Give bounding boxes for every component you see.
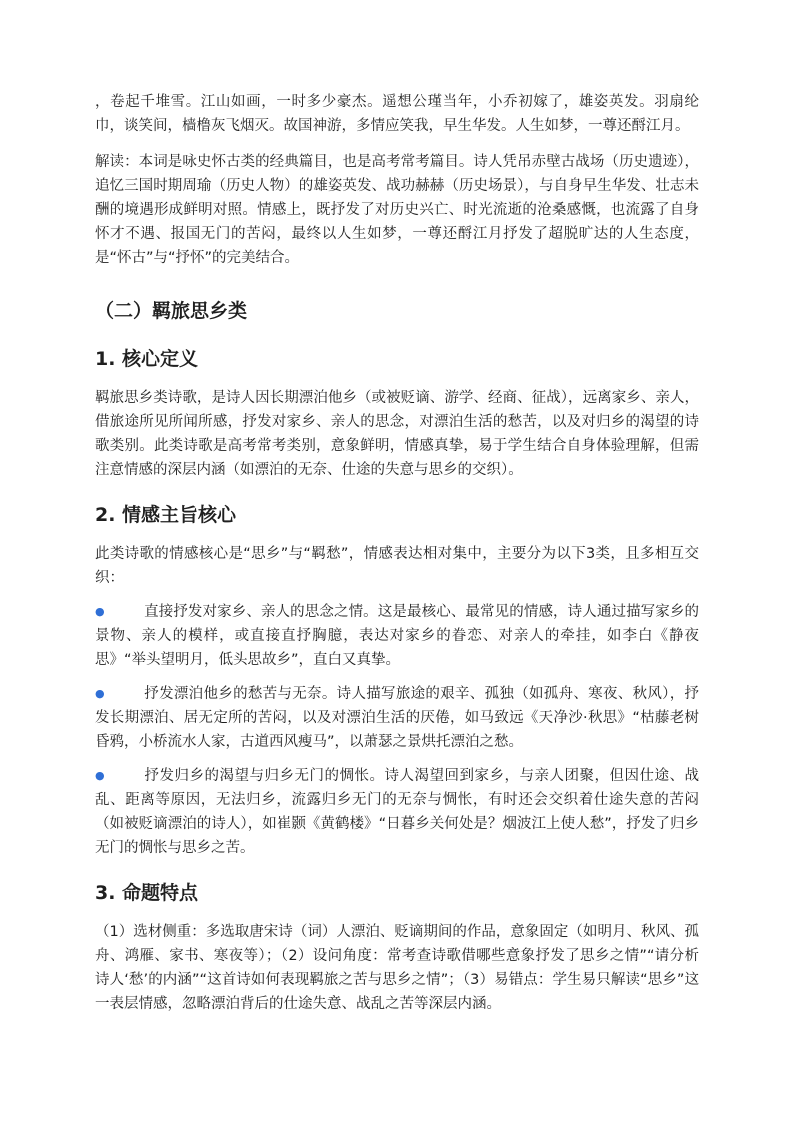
bullet-icon: ● <box>95 605 105 618</box>
poem-excerpt: ，卷起千堆雪。江山如画，一时多少豪杰。遥想公瑾当年，小乔初嫁了，雄姿英发。羽扇纶巾，谈笑间，樯橹灰飞烟灭。故国神游，多情应笑我，早生华发。人生如梦，一尊还酹江月。 <box>95 94 699 134</box>
emotion-bullet-list <box>95 600 699 860</box>
definition-heading: 1. 核心定义 <box>95 348 199 370</box>
list-item <box>95 600 699 672</box>
bullet-text: 抒发漂泊他乡的愁苦与无奈。诗人描写旅途的艰辛、孤独（如孤舟、寒夜、秋风），抒发长期漂泊、居无定所的苦闷，以及对漂泊生活的厌倦，如马致远《天净沙·秋思》“枯藤老树昏鸦，小桥流水人家，古道西风瘦马”，以萧瑟之景烘托漂泊之愁。 <box>95 686 699 750</box>
list-item <box>95 682 699 754</box>
bullet-icon: ● <box>95 769 105 782</box>
poem-analysis: 解读：本词是咏史怀古类的经典篇目，也是高考常考篇目。诗人凭吊赤壁古战场（历史遗迹），追忆三国时期周瑜（历史人物）的雄姿英发、战功赫赫（历史场景），与自身早生华发、壮志未酬的境遇形成鲜明对照。情感上，既抒发了对历史兴亡、时光流逝的沧桑感慨，也流露了自身怀才不遇、报国无门的苦闷，最终以人生如梦，一尊还酹江月抒发了超脱旷达的人生态度，是“怀古”与“抒怀”的完美结合。 <box>95 154 699 266</box>
bullet-text: 直接抒发对家乡、亲人的思念之情。这是最核心、最常见的情感，诗人通过描写家乡的景物、亲人的模样，或直接直抒胸臆，表达对家乡的眷恋、对亲人的牵挂，如李白《静夜思》“举头望明月，低头思故乡”，直白又真挚。 <box>95 604 699 668</box>
bullet-text: 抒发归乡的渴望与归乡无门的惆怅。诗人渴望回到家乡，与亲人团聚，但因仕途、战乱、距离等原因，无法归乡，流露归乡无门的无奈与惆怅，有时还会交织着仕途失意的苦闷（如被贬谪漂泊的诗人），如崔颢《黄鹤楼》“日暮乡关何处是？烟波江上使人愁”，抒发了归乡无门的惆怅与思乡之苦。 <box>95 768 699 856</box>
bullet-icon: ● <box>95 687 105 700</box>
emotion-intro: 此类诗歌的情感核心是“思乡”与“羁愁”，情感表达相对集中，主要分为以下3类，且多相互交织： <box>95 546 699 586</box>
list-item <box>95 764 699 860</box>
features-text: （1）选材侧重：多选取唐宋诗（词）人漂泊、贬谪期间的作品，意象固定（如明月、秋风、孤舟、鸿雁、家书、寒夜等）；（2）设问角度：常考查诗歌借哪些意象抒发了思乡之情”“请分析诗人‘愁’的内涵”“这首诗如何表现羁旅之苦与思乡之情”；（3）易错点：学生易只解读“思乡”这一表层情感，忽略漂泊背后的仕途失意、战乱之苦等深层内涵。 <box>95 924 699 1012</box>
emotion-heading: 2. 情感主旨核心 <box>95 504 237 526</box>
features-heading: 3. 命题特点 <box>95 882 199 904</box>
definition-text: 羁旅思乡类诗歌，是诗人因长期漂泊他乡（或被贬谪、游学、经商、征战），远离家乡、亲人，借旅途所见所闻所感，抒发对家乡、亲人的思念，对漂泊生活的愁苦，以及对归乡的渴望的诗歌类别。此类诗歌是高考常考类别，意象鲜明，情感真挚，易于学生结合自身体验理解，但需注意情感的深层内涵（如漂泊的无奈、仕途的失意与思乡的交织）。 <box>95 390 699 478</box>
section-title: （二）羁旅思乡类 <box>95 300 248 322</box>
